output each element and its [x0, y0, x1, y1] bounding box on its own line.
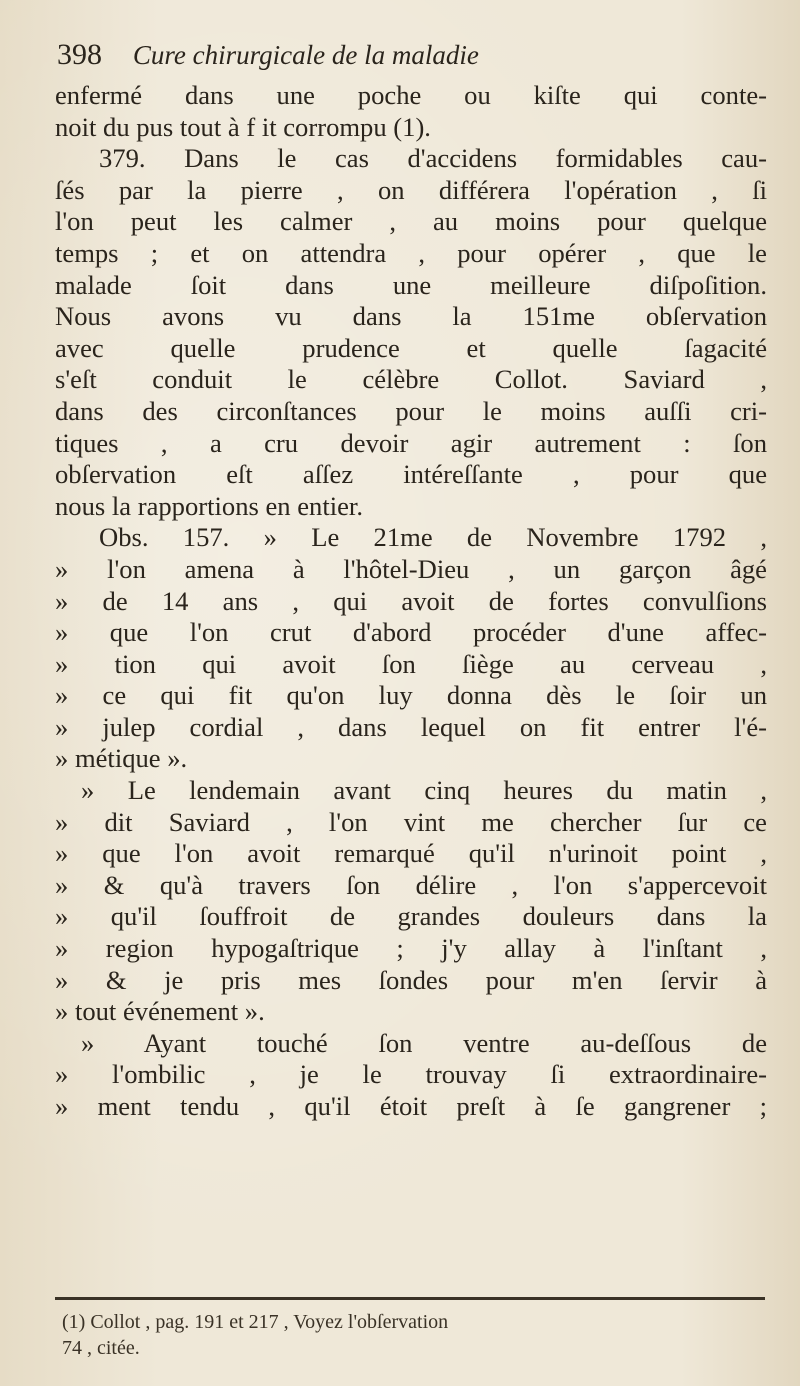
quoted-line: » que l'on crut d'abord procéder d'une affec-: [55, 617, 767, 648]
quoted-line: » region hypogaſtrique ; j'y allay à l'inſtant ,: [55, 933, 767, 964]
quoted-line: » que l'on avoit remarqué qu'il n'urinoit point ,: [55, 838, 767, 869]
quoted-line: » julep cordial , dans lequel on fit entrer l'é-: [55, 711, 767, 742]
text-line: s'eſt conduit le célèbre Collot. Saviard ,: [55, 364, 767, 395]
quoted-line: » & je pris mes ſondes pour m'en ſervir à: [55, 964, 767, 995]
footnote-line: 74 , citée.: [62, 1337, 140, 1359]
paragraph-379-start: 379. Dans le cas d'accidens formidables cau-: [99, 143, 767, 174]
quoted-line: » métique ».: [55, 743, 188, 774]
text-line: dans des circonſtances pour le moins auſſi cri-: [55, 395, 767, 426]
quoted-paragraph-start: » Le lendemain avant cinq heures du matin ,: [81, 775, 767, 806]
quoted-line: » de 14 ans , qui avoit de fortes convulſions: [55, 585, 767, 616]
text-line: tiques , a cru devoir agir autrement : ſon: [55, 427, 767, 458]
quoted-line: » & qu'à travers ſon délire , l'on s'appercevoit: [55, 869, 767, 900]
quoted-line: » l'on amena à l'hôtel-Dieu , un garçon âgé: [55, 553, 767, 584]
quoted-line: » dit Saviard , l'on vint me chercher ſur ce: [55, 806, 767, 837]
text-line: obſervation eſt aſſez intéreſſante , pour que: [55, 459, 767, 490]
quoted-line: » tion qui avoit ſon ſiège au cerveau ,: [55, 648, 767, 679]
main-text: [55, 80, 767, 1123]
footnote-line: (1) Collot , pag. 191 et 217 , Voyez l'obſervation: [62, 1311, 449, 1333]
quoted-line: » ce qui fit qu'on luy donna dès le ſoir un: [55, 680, 767, 711]
running-head: [57, 38, 697, 78]
text-line: l'on peut les calmer , au moins pour quelque: [55, 206, 767, 237]
footnote-divider: [55, 1297, 765, 1300]
text-line: malade ſoit dans une meilleure diſpoſition.: [55, 269, 767, 300]
quoted-line: » qu'il ſouffroit de grandes douleurs dans la: [55, 901, 767, 932]
quoted-line: » tout événement ».: [55, 996, 265, 1027]
observation-157-start: Obs. 157. » Le 21me de Novembre 1792 ,: [99, 522, 767, 553]
text-line: ſés par la pierre , on différera l'opération , ſi: [55, 174, 767, 205]
quoted-line: » ment tendu , qu'il étoit preſt à ſe gangrener ;: [55, 1091, 767, 1121]
page-number: 398: [57, 38, 102, 71]
text-line: Nous avons vu dans la 151me obſervation: [55, 301, 767, 332]
footnote: [62, 1309, 762, 1361]
text-line: noit du pus tout à f it corrompu (1).: [55, 111, 431, 142]
text-line: temps ; et on attendra , pour opérer , que le: [55, 237, 767, 268]
text-line: enfermé dans une poche ou kiſte qui conte-: [55, 80, 767, 110]
running-head-title: Cure chirurgicale de la maladie: [132, 40, 479, 70]
quoted-paragraph-start: » Ayant touché ſon ventre au-deſſous de: [81, 1027, 767, 1058]
text-line: avec quelle prudence et quelle ſagacité: [55, 332, 767, 363]
quoted-line: » l'ombilic , je le trouvay ſi extraordinaire-: [55, 1059, 767, 1090]
text-line: nous la rapportions en entier.: [55, 490, 363, 521]
